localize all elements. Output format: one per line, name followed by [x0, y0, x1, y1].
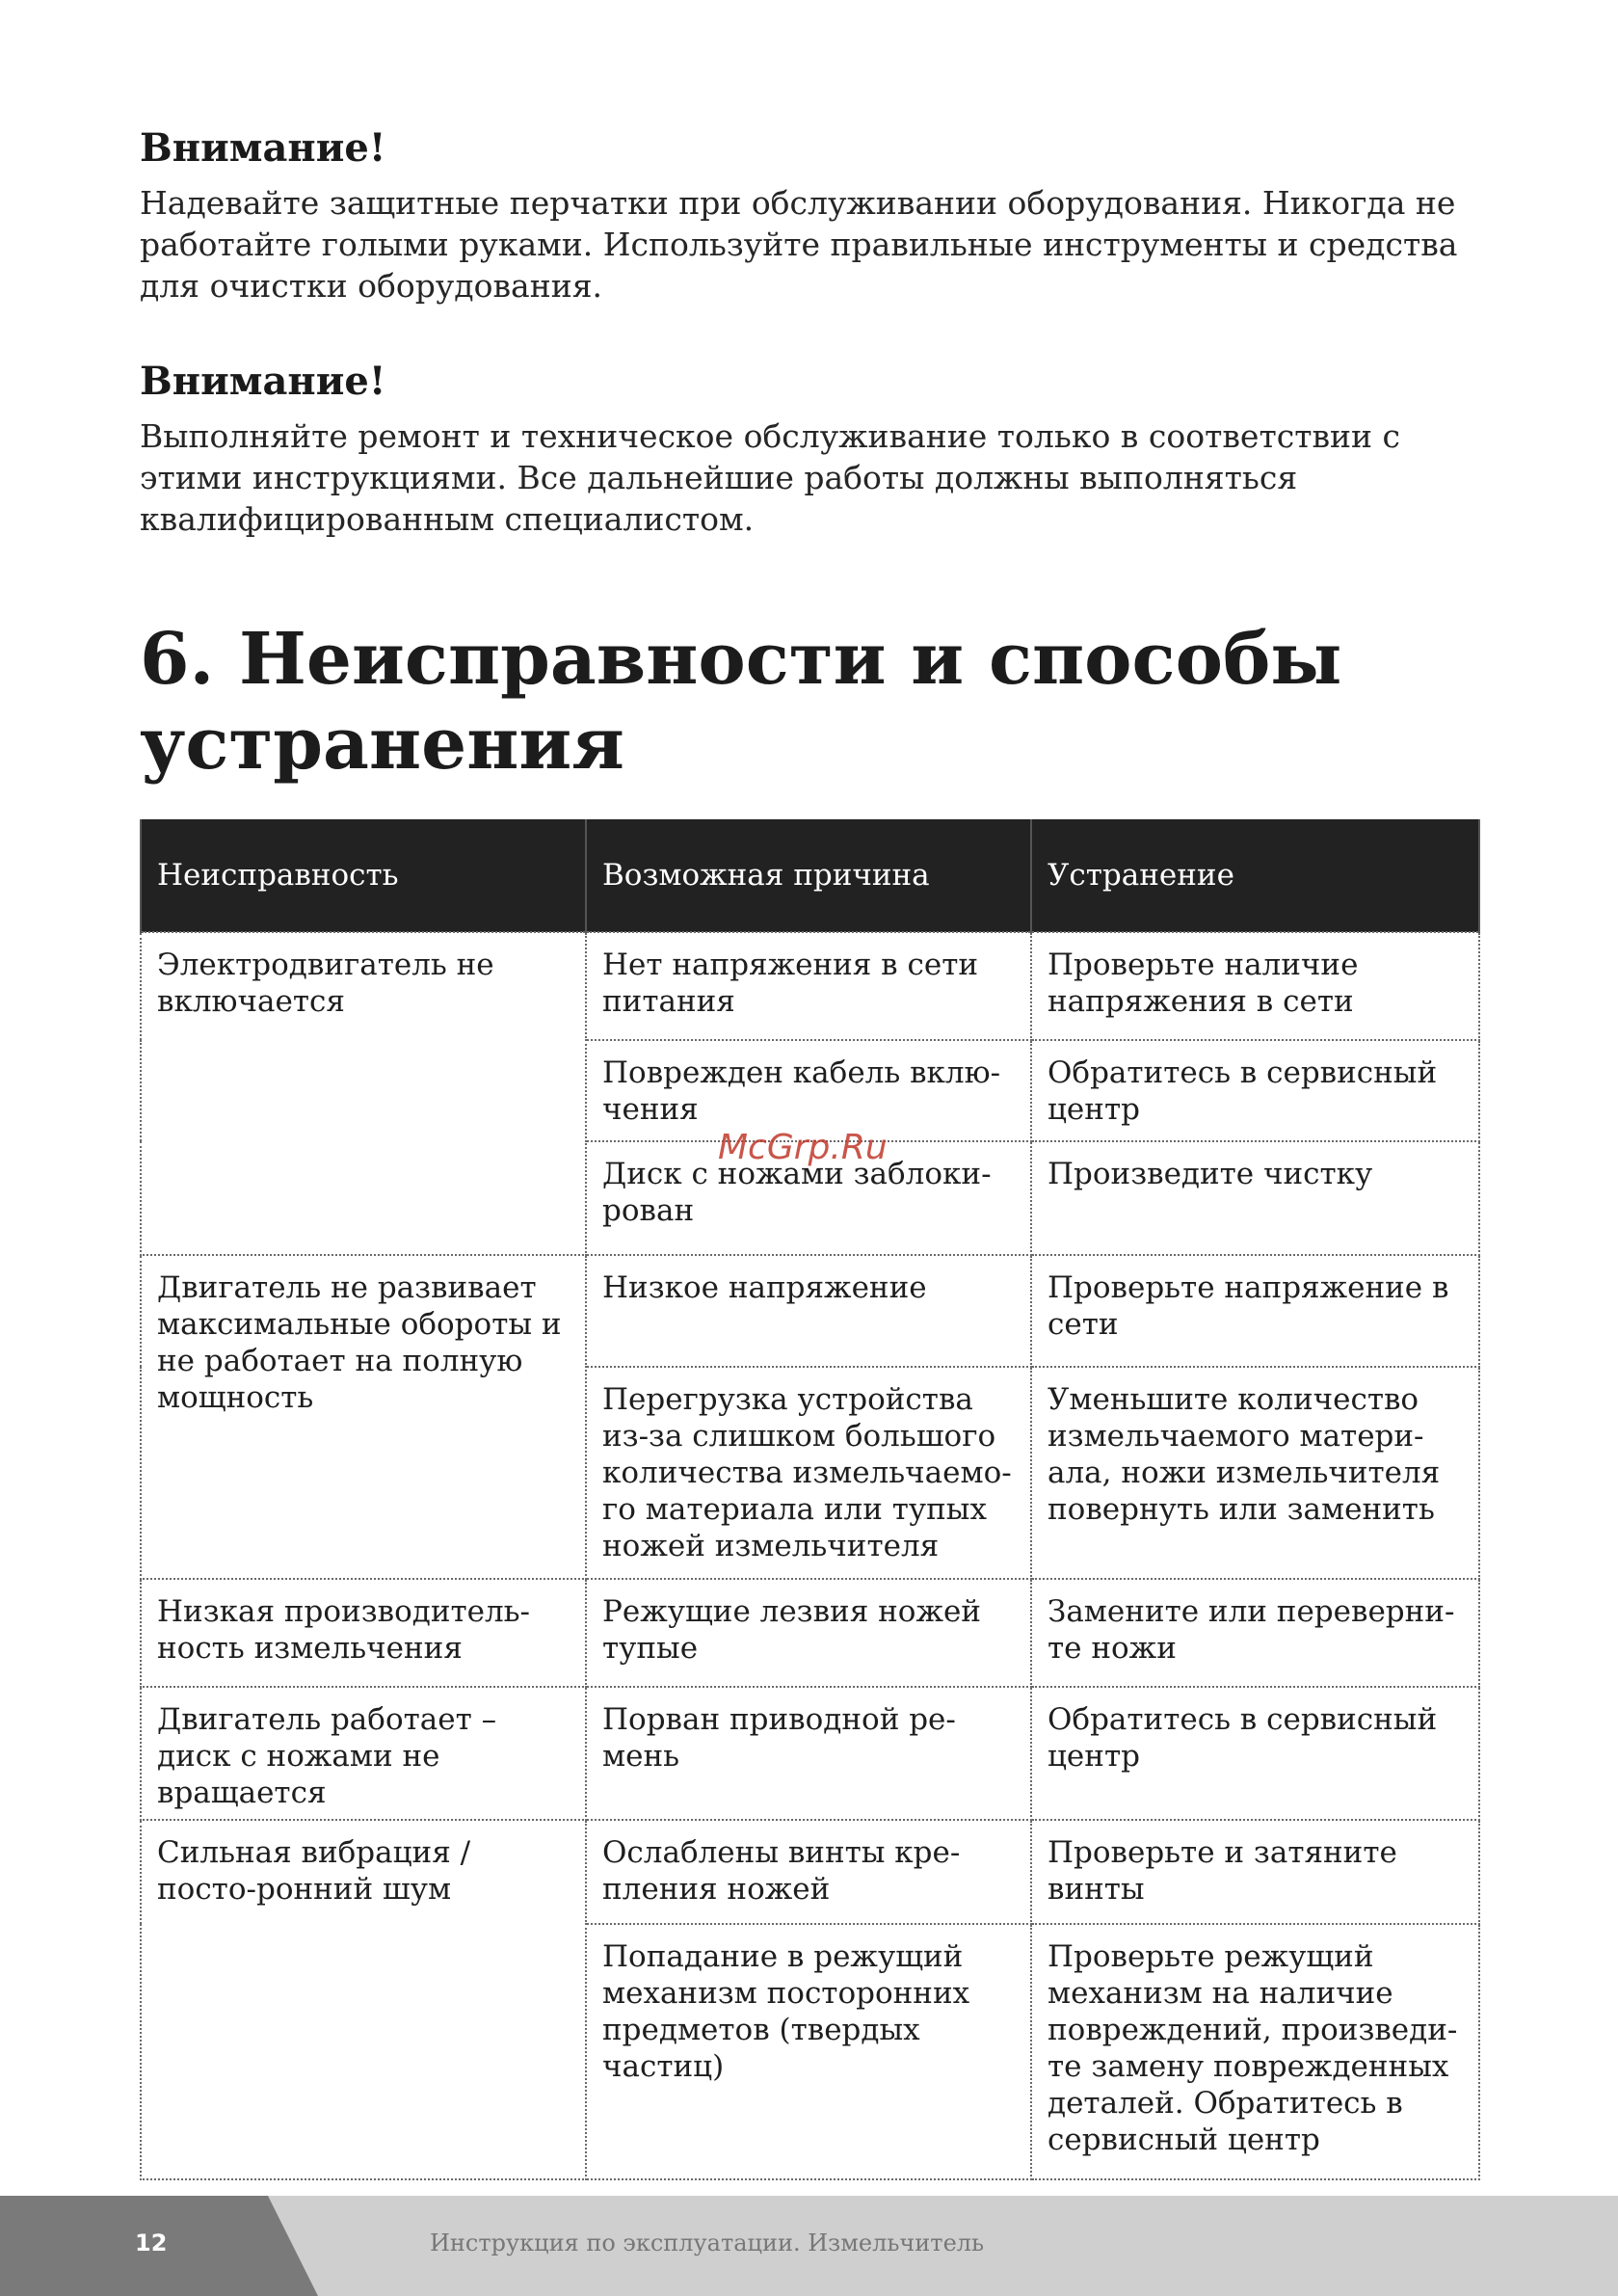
fix-cell: Обратитесь в сервисный центр: [1031, 1040, 1479, 1141]
warning-text: Надевайте защитные перчатки при обслуживании оборудования. Никогда не работайте голыми руками. Используйте правильные инструменты и средства для очистки оборудования.: [140, 184, 1458, 305]
fault-cell: Низкая производитель-ность измельчения: [141, 1579, 586, 1687]
table-header-row: [141, 819, 1479, 932]
warning-block-2: [140, 359, 1489, 540]
section-title: 6. Неисправности и способы устранения: [140, 618, 1342, 786]
footer-title: Инструкция по эксплуатации. Измельчитель: [430, 2229, 985, 2256]
cause-cell: Режущие лезвия ножей тупые: [586, 1579, 1031, 1687]
fix-cell: Проверьте и затяните винты: [1031, 1820, 1479, 1924]
warning-block-1: [140, 125, 1489, 307]
page-number: 12: [135, 2229, 168, 2256]
cause-cell: Перегрузка устройства из-за слишком большого количества измельчаемо-го материала или тупых ножей измельчителя: [586, 1367, 1031, 1579]
fix-cell: Проверьте напряжение в сети: [1031, 1255, 1479, 1367]
warning-text: Выполняйте ремонт и техническое обслуживание только в соответствии с этими инструкциями. Все дальнейшие работы должны выполняться квалифицированным специалистом.: [140, 417, 1400, 538]
warning-title: Внимание!: [140, 359, 386, 404]
fix-cell: Произведите чистку: [1031, 1141, 1479, 1255]
fix-cell: Проверьте наличие напряжения в сети: [1031, 932, 1479, 1040]
fault-cell: Электродвигатель не включается: [141, 932, 586, 1255]
table-row: [141, 1579, 1479, 1687]
fix-cell: Уменьшите количество измельчаемого матери-ала, ножи измельчителя повернуть или заменить: [1031, 1367, 1479, 1579]
table-row: [141, 1820, 1479, 1924]
cause-cell: Поврежден кабель вклю-чения: [586, 1040, 1031, 1141]
table-row: [141, 932, 1479, 1040]
header-fix: Устранение: [1031, 819, 1479, 932]
table-row: [141, 1255, 1479, 1367]
cause-cell: Ослаблены винты кре-пления ножей: [586, 1820, 1031, 1924]
fix-cell: Обратитесь в сервисный центр: [1031, 1687, 1479, 1820]
fix-cell: Проверьте режущий механизм на наличие повреждений, произведи-те замену поврежденных деталей. Обратитесь в сервисный центр: [1031, 1924, 1479, 2179]
warning-title: Внимание!: [140, 125, 386, 171]
table-row: [141, 1687, 1479, 1820]
fault-cell: Сильная вибрация / посто-ронний шум: [141, 1820, 586, 2179]
fix-cell: Замените или переверни-те ножи: [1031, 1579, 1479, 1687]
cause-cell: Низкое напряжение: [586, 1255, 1031, 1367]
fault-cell: Двигатель не развивает максимальные обороты и не работает на полную мощность: [141, 1255, 586, 1579]
cause-cell: Попадание в режущий механизм посторонних предметов (твердых частиц): [586, 1924, 1031, 2179]
cause-cell: Диск с ножами заблоки-рован: [586, 1141, 1031, 1255]
fault-cell: Двигатель работает – диск с ножами не вращается: [141, 1687, 586, 1820]
watermark: McGrp.Ru: [718, 1128, 888, 1167]
cause-cell: Порван приводной ре-мень: [586, 1687, 1031, 1820]
cause-cell: Нет напряжения в сети питания: [586, 932, 1031, 1040]
header-fault: Неисправность: [141, 819, 586, 932]
troubleshooting-table: [140, 819, 1480, 2180]
header-cause: Возможная причина: [586, 819, 1031, 932]
